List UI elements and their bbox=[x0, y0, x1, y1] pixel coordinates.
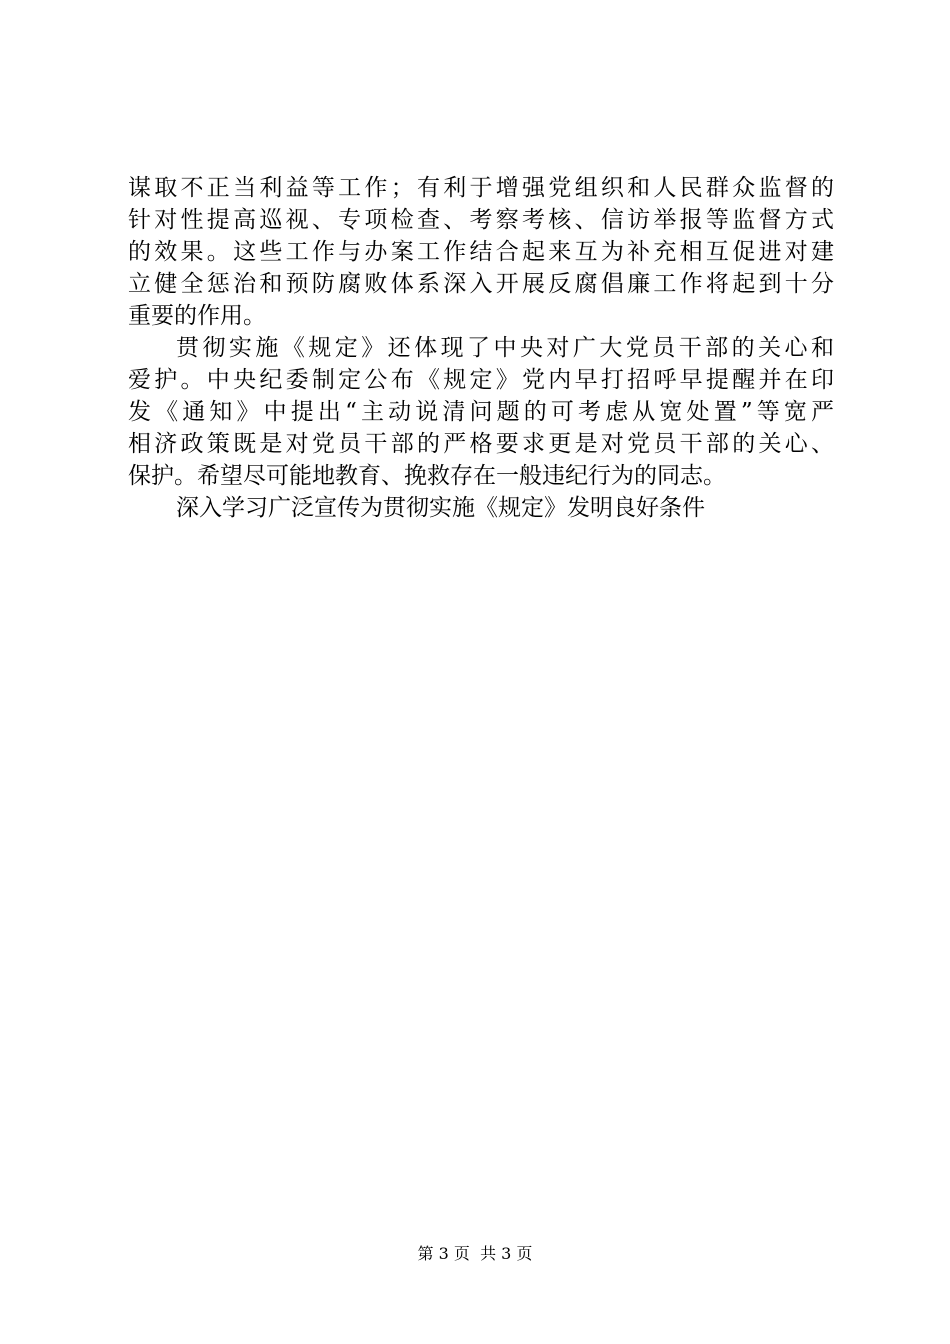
text-line: 保护。希望尽可能地教育、挽救存在一般违纪行为的同志。 bbox=[128, 463, 726, 489]
text-line: 的效果。这些工作与办案工作结合起来互为补充相互促进对建 bbox=[128, 239, 834, 265]
text-line: 立健全惩治和预防腐败体系深入开展反腐倡廉工作将起到十分 bbox=[128, 271, 834, 297]
paragraph-first-line: 贯彻实施《规定》还体现了中央对广大党员干部的关心和 bbox=[176, 335, 834, 361]
page-footer: 第 3 页 共 3 页 bbox=[417, 1244, 533, 1263]
paragraph-first-line: 深入学习广泛宣传为贯彻实施《规定》发明良好条件 bbox=[176, 495, 705, 521]
text-line: 谋取不正当利益等工作；有利于增强党组织和人民群众监督的 bbox=[128, 175, 834, 201]
body-text bbox=[128, 172, 834, 524]
text-line: 发《通知》中提出“主动说清问题的可考虑从宽处置”等宽严 bbox=[128, 399, 834, 425]
text-line: 重要的作用。 bbox=[128, 303, 266, 329]
text-line: 针对性提高巡视、专项检查、考察考核、信访举报等监督方式 bbox=[128, 207, 834, 233]
text-line: 爱护。中央纪委制定公布《规定》党内早打招呼早提醒并在印 bbox=[128, 367, 834, 393]
text-line: 相济政策既是对党员干部的严格要求更是对党员干部的关心、 bbox=[128, 431, 834, 457]
